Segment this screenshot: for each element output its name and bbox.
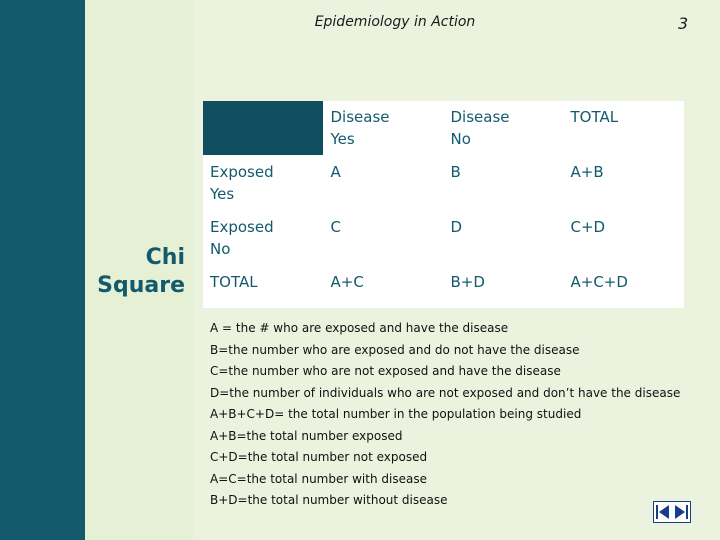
row-label-cell <box>203 266 323 308</box>
side-label-line2: Square <box>97 273 185 298</box>
cell-grand-total: A+C+D <box>570 273 628 291</box>
table-row <box>203 156 683 211</box>
cell-a-plus-b: A+B <box>570 163 604 181</box>
definition-line: D=the number of individuals who are not exposed and don’t have the disease <box>210 385 681 400</box>
row-label-cell <box>203 211 323 266</box>
table-cell <box>323 211 443 266</box>
table-header-row <box>203 101 683 156</box>
table-header-cell <box>563 101 683 156</box>
table-row <box>203 211 683 266</box>
left-accent-bar <box>0 0 85 540</box>
definition-line: A = the # who are exposed and have the disease <box>210 321 509 335</box>
cell-c-plus-d: C+D <box>570 218 606 236</box>
table-cell <box>443 266 563 308</box>
definition-line: C+D=the total number not exposed <box>210 450 428 464</box>
table-header-cell <box>443 101 563 156</box>
definition-line: A+B+C+D= the total number in the population being studied <box>210 407 582 421</box>
table-cell <box>323 266 443 308</box>
table-cell <box>563 156 683 211</box>
header-disease-no: Disease No <box>450 108 510 148</box>
cell-c: C <box>330 218 341 236</box>
row-label-exposed-yes: Exposed Yes <box>210 163 274 203</box>
header-total: TOTAL <box>570 108 619 126</box>
cell-d: D <box>450 218 463 236</box>
cell-b: B <box>450 163 461 181</box>
definition-line: C=the number who are not exposed and have the disease <box>210 364 561 378</box>
definition-line: B+D=the total number without disease <box>210 493 448 507</box>
page-number: 3 <box>678 14 689 33</box>
side-label <box>97 244 185 300</box>
definition-line: A+B=the total number exposed <box>210 428 403 443</box>
cell-a-plus-c: A+C <box>330 273 364 291</box>
row-label-total: TOTAL <box>210 273 258 291</box>
cell-b-plus-d: B+D <box>450 273 485 291</box>
definition-line: A=C=the total number with disease <box>210 471 427 486</box>
nav-bar-right <box>686 505 688 519</box>
table-cell <box>563 211 683 266</box>
table-cell <box>563 266 683 308</box>
prev-arrow-icon[interactable] <box>659 505 669 519</box>
header-disease-yes: Disease Yes <box>330 108 390 148</box>
nav-bar-left <box>656 505 658 519</box>
side-label-line1: Chi <box>145 245 185 270</box>
table-cell <box>443 156 563 211</box>
navigation-buttons[interactable] <box>653 501 691 523</box>
definitions-list <box>210 318 710 512</box>
row-label-exposed-no: Exposed No <box>210 218 274 258</box>
row-label-cell <box>203 156 323 211</box>
cell-a: A <box>330 163 341 181</box>
table-row <box>203 266 683 308</box>
next-arrow-icon[interactable] <box>675 505 685 519</box>
slide-title: Epidemiology in Action <box>314 14 476 30</box>
navigation-buttons-icon <box>654 502 690 522</box>
table-header-cell <box>323 101 443 156</box>
table-cell <box>323 156 443 211</box>
definition-line: B=the number who are exposed and do not have the disease <box>210 342 580 357</box>
table-corner-cell <box>203 101 323 156</box>
contingency-table <box>203 101 684 308</box>
table-cell <box>443 211 563 266</box>
